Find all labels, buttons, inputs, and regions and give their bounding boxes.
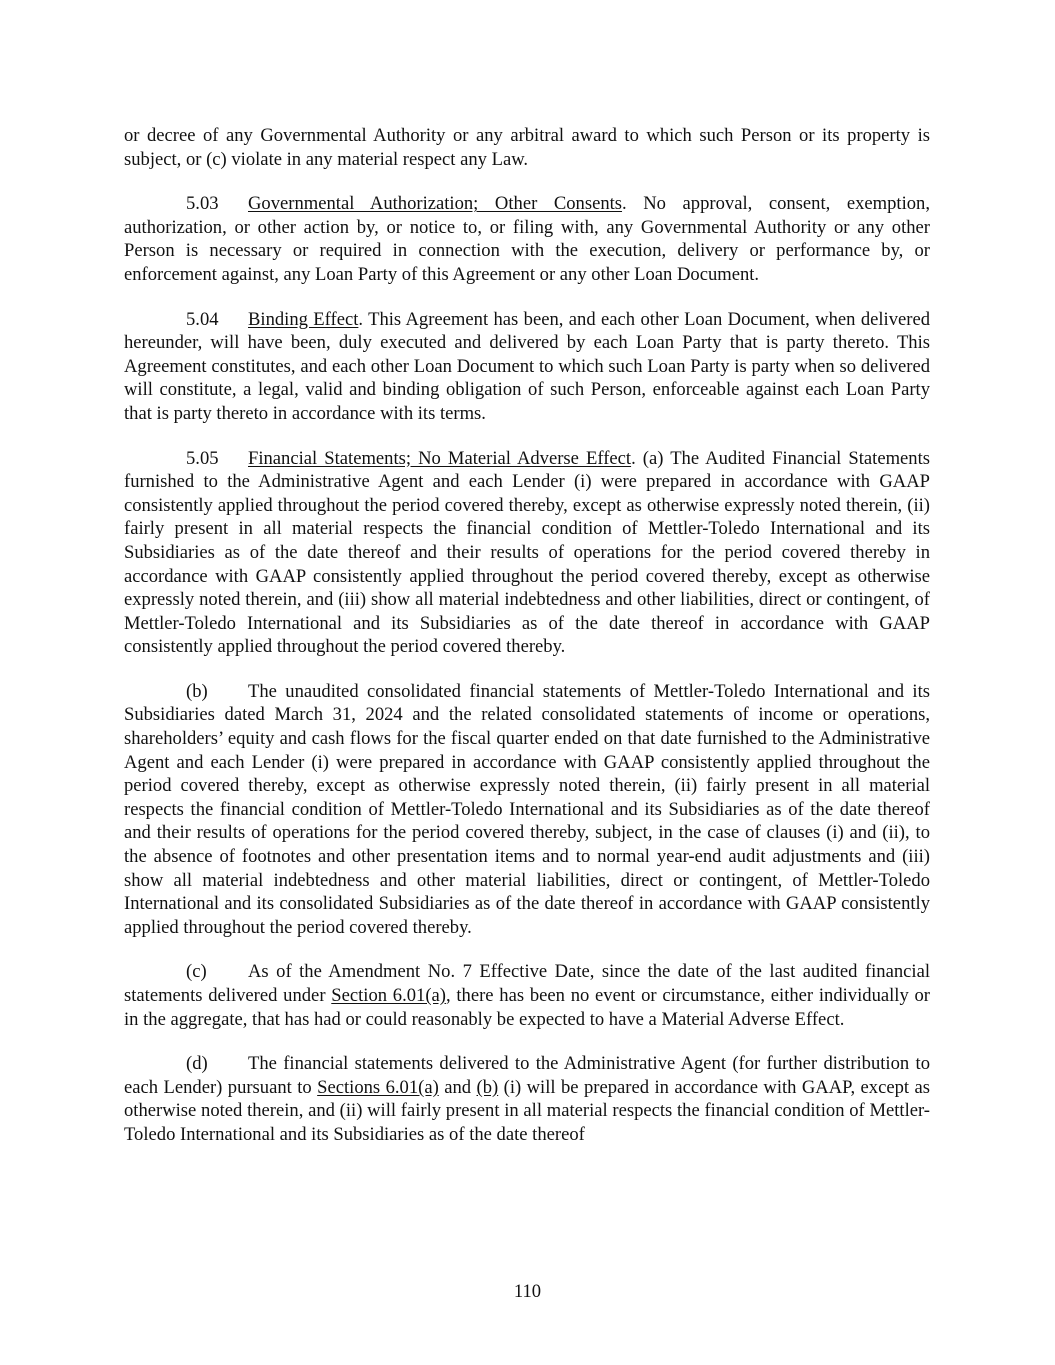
- clause-body-start: The financial statements delivered to the Administrative Agent (for further distribution to each Lender) pursuant to: [124, 1053, 930, 1098]
- clause-b: [124, 680, 930, 940]
- clause-body-end: (i) will be prepared in accordance with GAAP, except as otherwise noted therein, and (ii) will fairly present in all material respects the financial condition of Mettler-Toledo International and its Subsidiaries as of the date thereof: [124, 1076, 930, 1145]
- section-body: . No approval, consent, exemption, authorization, or other action by, or notice to, or filing with, any Governmental Authority or any other Person is necessary or required in connection with the execution, delivery or performance by, or enforcement against, any Loan Party of this Agreement or any other Loan Document.: [124, 193, 930, 285]
- clause-label: (c): [186, 961, 207, 983]
- section-body: . This Agreement has been, and each other Loan Document, when delivered hereunder, will have been, duly executed and delivered by each Loan Party that is party thereto. This Agreement constitutes, and each other Loan Document to which such Loan Party is party when so delivered will constitute, a legal, valid and binding obligation of such Person, enforceable against each Loan Party that is party thereto in accordance with its terms.: [124, 308, 930, 424]
- clause-label: (d): [186, 1053, 208, 1075]
- section-reference: Sections 6.01(a): [317, 1076, 439, 1098]
- clause-body-end: , there has been no event or circumstance, either individually or in the aggregate, that has had or could reasonably be expected to have a Material Adverse Effect.: [124, 985, 930, 1030]
- document-page: [124, 124, 930, 1168]
- clause-c: [124, 960, 930, 1031]
- section-heading: Financial Statements; No Material Adverse Effect: [248, 447, 632, 469]
- section-number: 5.03: [186, 193, 219, 215]
- section-heading: Governmental Authorization; Other Consents: [248, 193, 623, 215]
- section-reference: Section 6.01(a): [331, 985, 446, 1006]
- section-body: . (a) The Audited Financial Statements furnished to the Administrative Agent and each Lender (i) were prepared in accordance with GAAP consistently applied throughout the period covered thereby, except as otherwise expressly noted therein, (ii) fairly present in all material respects the financial condition of Mettler-Toledo International and its Subsidiaries as of the date thereof and their results of operations for the period covered thereby in accordance with GAAP consistently applied throughout the period covered thereby, except as otherwise expressly noted therein, and (iii) show all material indebtedness and other liabilities, direct or contingent, of Mettler-Toledo International and its Subsidiaries as of the date thereof in accordance with GAAP consistently applied throughout the period covered thereby.: [124, 447, 931, 658]
- section-5-04: [124, 308, 930, 426]
- page-number: 110: [513, 1281, 542, 1302]
- continuation-paragraph: or decree of any Governmental Authority or any arbitral award to which such Person or its property is subject, or (c) violate in any material respect any Law.: [124, 125, 930, 170]
- section-5-05: [124, 447, 930, 659]
- clause-body-mid: and: [438, 1076, 477, 1098]
- section-5-03: [124, 192, 930, 286]
- clause-label: (b): [186, 680, 208, 702]
- section-reference: (b): [476, 1076, 499, 1098]
- clause-body: The unaudited consolidated financial statements of Mettler-Toledo International and its Subsidiaries dated March 31, 2024 and the related consolidated statements of income or operations, shareholders’ equity and cash flows for the fiscal quarter ended on that date furnished to the Administrative Agent and each Lender (i) were prepared in accordance with GAAP consistently applied throughout the period covered thereby, except as otherwise expressly noted therein, (ii) fairly present in all material respects the financial condition of Mettler-Toledo International and its Subsidiaries as of the date thereof and their results of operations for the period covered thereby, subject, in the case of clauses (i) and (ii), to the absence of footnotes and other presentation items and to normal year-end audit adjustments and (iii) show all material indebtedness and other material liabilities, direct or contingent, of Mettler-Toledo International and its consolidated Subsidiaries as of the date thereof in accordance with GAAP consistently applied throughout the period covered thereby.: [124, 680, 930, 938]
- section-number: 5.05: [186, 447, 219, 469]
- section-heading: Binding Effect: [248, 308, 359, 330]
- clause-d: [124, 1052, 930, 1146]
- clause-body-start: As of the Amendment No. 7 Effective Date, since the date of the last audited financial statements delivered under: [124, 961, 930, 1006]
- section-number: 5.04: [186, 308, 219, 330]
